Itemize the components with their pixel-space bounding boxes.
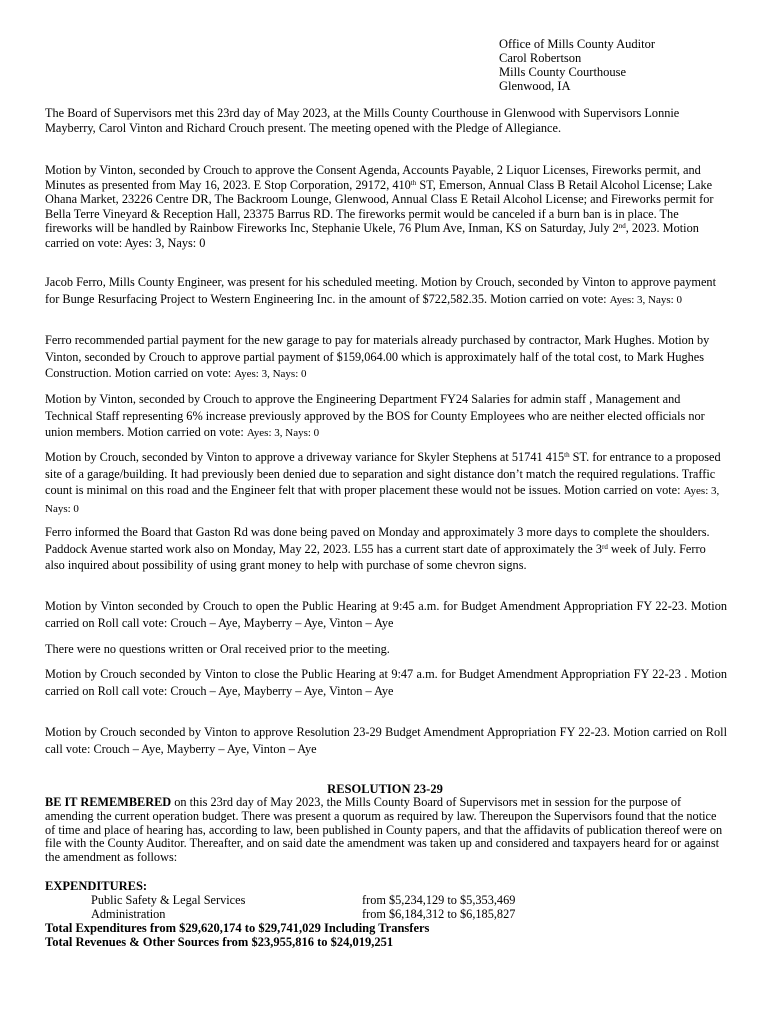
- road-sup: rd: [601, 542, 608, 551]
- consent-sup-1: th: [410, 178, 417, 187]
- consent-text-c: , 2023. Motion carried on vote: Ayes: 3, Nays: 0: [45, 221, 699, 250]
- expenditure-name: Public Safety & Legal Services: [91, 893, 246, 907]
- expenditure-range: from $5,234,129 to $5,353,469: [362, 893, 516, 907]
- expenditure-range: from $6,184,312 to $6,185,827: [362, 907, 516, 921]
- bunge-text: Jacob Ferro, Mills County Engineer, was present for his scheduled meeting. Motion by Crouch, seconded by Vinton to approve payment for Bunge Resurfacing Project to Western Engineering Inc. in the amount of $722,582.35. Motion carried on vote:: [45, 275, 716, 306]
- road-text-a: Ferro informed the Board that Gaston Rd was done being paved on Monday and approximately 3 more days to complete the shoulders. Paddock Avenue started work also on Monday, May 22, 2023. L55 has a current start date of approximately the 3: [45, 525, 710, 556]
- auditor-address-block: [499, 37, 655, 93]
- consent-sup-2: nd: [618, 222, 626, 231]
- paragraph-open-hearing: Motion by Vinton seconded by Crouch to open the Public Hearing at 9:45 a.m. for Budget Amendment Appropriation FY 22-23. Motion carried on Roll call vote: Crouch – Aye, Mayberry – Aye, Vinton – Aye: [45, 599, 727, 630]
- paragraph-approve-resolution: Motion by Crouch seconded by Vinton to approve Resolution 23-29 Budget Amendment Appropriation FY 22-23. Motion carried on Roll call vote: Crouch – Aye, Mayberry – Aye, Vinton – Aye: [45, 725, 727, 756]
- expenditure-row: [91, 893, 516, 908]
- paragraph-road-update: [45, 524, 727, 574]
- expenditures-heading: EXPENDITURES:: [45, 879, 148, 893]
- total-expenditures: Total Expenditures from $29,620,174 to $29,741,029 Including Transfers: [45, 921, 430, 935]
- paragraph-close-hearing: Motion by Crouch seconded by Vinton to close the Public Hearing at 9:47 a.m. for Budget Amendment Appropriation FY 22-23 . Motion carried on Roll call vote: Crouch – Aye, Mayberry – Aye, Vinton – Aye: [45, 667, 727, 698]
- resolution-body: [45, 796, 727, 865]
- paragraph-salaries: [45, 391, 727, 442]
- road-text-b: week of July. Ferro also inquired about possibility of using grant money to help with purchase of some chevron signs.: [45, 541, 706, 572]
- driveway-vote: Ayes: 3, Nays: 0: [45, 485, 720, 515]
- driveway-sup: th: [564, 451, 570, 459]
- resolution-title: RESOLUTION 23-29: [327, 782, 443, 796]
- salaries-vote: Ayes: 3, Nays: 0: [246, 427, 320, 439]
- driveway-text-b: ST. for entrance to a proposed site of a garage/building. It had previously been denied due to separation and sight distance don’t match the required regulations. Traffic count is minimal on this road and the Engineer felt that with proper placement these would not be issues. Motion carried on vote:: [45, 450, 721, 497]
- paragraph-no-questions: There were no questions written or Oral received prior to the meeting.: [45, 642, 390, 656]
- paragraph-garage-payment: [45, 332, 727, 383]
- resolution-lead: BE IT REMEMBERED: [45, 795, 172, 809]
- bunge-vote: Ayes: 3, Nays: 0: [609, 293, 682, 306]
- driveway-text-a: Motion by Crouch, seconded by Vinton to approve a driveway variance for Skyler Stephens at 51741 415: [45, 450, 565, 464]
- header-name: Carol Robertson: [499, 51, 582, 65]
- paragraph-driveway-variance: [45, 449, 727, 517]
- header-city: Glenwood, IA: [499, 79, 571, 93]
- paragraph-bunge-payment: [45, 274, 727, 308]
- paragraph-consent-agenda: [45, 163, 727, 251]
- expenditure-name: Administration: [91, 907, 166, 921]
- expenditure-row: [91, 907, 516, 922]
- paragraph-meeting-intro: The Board of Supervisors met this 23rd day of May 2023, at the Mills County Courthouse in Glenwood with Supervisors Lonnie Mayberry, Carol Vinton and Richard Crouch present. The meeting opened with the Pledge of Allegiance.: [45, 106, 680, 135]
- consent-text-b: ST, Emerson, Annual Class B Retail Alcohol License; Lake Ohana Market, 23226 Centre DR, The Backroom Lounge, Glenwood, Annual Class E Retail Alcohol License; and Fireworks permit for Bella Terre Vineyard & Reception Hall, 23375 Barrus RD. The fireworks permit would be canceled if a burn ban is in place. The fireworks will be handled by Rainbow Fireworks Inc, Stephanie Ukele, 76 Plum Ave, Inman, KS on Saturday, July 2: [45, 177, 714, 236]
- consent-text-a: Motion by Vinton, seconded by Crouch to approve the Consent Agenda, Accounts Payable, 2 Liquor Licenses, Fireworks permit, and Minutes as presented from May 16, 2023. E Stop Corporation, 29172, 410: [45, 163, 701, 192]
- header-building: Mills County Courthouse: [499, 65, 627, 79]
- salaries-text: Motion by Vinton, seconded by Crouch to approve the Engineering Department FY24 Salaries for admin staff , Management and Technical Staff representing 6% increase previously approved by the BOS for County Employees who are neither elected officials nor union members. Motion carried on vote:: [45, 392, 705, 439]
- garage-vote: Ayes: 3, Nays: 0: [234, 368, 307, 380]
- resolution-text: on this 23rd day of May 2023, the Mills County Board of Supervisors met in session for the purpose of amending the current operation budget. There was present a quorum as required by law. Thereupon the Supervisors found that the notice of time and place of hearing has, according to law, been published in County papers, and that the affidavits of publication thereof were on file with the County Auditor. Thereafter, and on said date the amendment was taken up and considered and taxpayers heard for or against the amendment as follows:: [45, 795, 723, 865]
- header-office: Office of Mills County Auditor: [499, 37, 656, 51]
- garage-text: Ferro recommended partial payment for the new garage to pay for materials already purchased by contractor, Mark Hughes. Motion by Vinton, seconded by Crouch to approve partial payment of $159,064.00 which is approximately half of the total cost, to Mark Hughes Construction. Motion carried on vote:: [45, 333, 710, 380]
- total-revenues: Total Revenues & Other Sources from $23,955,816 to $24,019,251: [45, 935, 394, 949]
